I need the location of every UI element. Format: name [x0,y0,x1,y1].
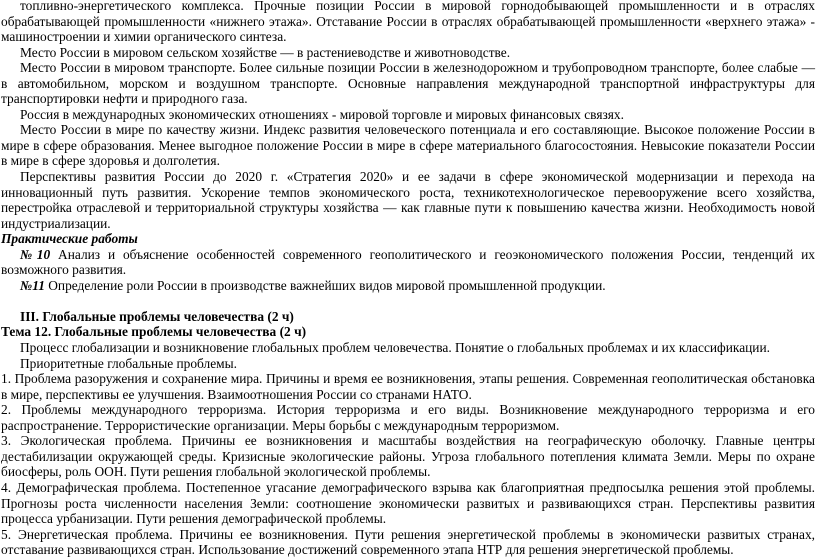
blank-line [1,293,815,309]
topic-intro-priority: Приоритетные глобальные проблемы. [20,355,237,371]
topic-intro-globalization: Процесс глобализации и возникновение глобальных проблем человечества. Понятие о глобальных проблемах и их классификации. [20,340,770,356]
practical-work-10 [1,247,815,278]
problem-item: 4. Демографическая проблема. Постепенное угасание демографического взрыва как благоприятная предпосылка решения этой проблемы. Прогнозы роста численности населения Земли: соотношение экономически развитых и развивающихся стран. Перспективы развития процесса урбанизации. Пути решения демографической проблемы. [1,479,815,527]
paragraph-prospects-2020: Перспективы развития России до 2020 г. «Стратегия 2020» и ее задачи в сфере экономической модернизации и перехода на инновационный путь развития. Ускорение темпов экономического роста, техникотехнологическое перевооружение всего хозяйства, перестройка отраслевой и территориальной структуры хозяйства — как главные пути к повышению качества жизни. Необходимость новой индустриализации. [1,169,815,231]
topic-heading: Тема 12. Глобальные проблемы человечества (2 ч) [1,324,307,340]
problem-item: 1. Проблема разоружения и сохранение мира. Причины и время ее возникновения, этапы решения. Современная геополитическая обстановка в мире, перспективы ее улучшения. Взаимоотношения России со странами НАТО. [1,371,815,402]
practical-work-text: Анализ и объяснение особенностей современного геополитического и геоэкономического положения России, тенденций их возможного развития. [1,246,815,278]
problem-item: 2. Проблемы международного терроризма. История терроризма и его виды. Возникновение международного терроризма и его распространение. Террористические организации. Меры борьбы с международным терроризмом. [1,402,815,433]
section-heading: III. Глобальные проблемы человечества (2 ч) [20,308,294,324]
practical-works-heading: Практические работы [1,231,138,247]
paragraph-agriculture: Место России в мировом сельском хозяйстве — в растениеводстве и животноводстве. [20,44,511,60]
practical-work-number: №10 [20,246,51,262]
problem-item: 5. Энергетическая проблема. Причины ее возникновения. Пути решения энергетической проблемы в экономически развитых странах, отставание развивающихся стран. Использование достижений современного этапа НТР для решения энергетической проблемы. [1,526,815,558]
practical-work-number: №11 [20,277,45,293]
document-page [1,0,815,558]
practical-work-11 [1,278,815,294]
practical-work-text: Определение роли России в производстве важнейших видов мировой промышленной продукции. [44,277,606,293]
paragraph-quality-of-life: Место России в мире по качеству жизни. Индекс развития человеческого потенциала и его составляющие. Высокое положение России в мире в сфере образования. Менее выгодное положение России в мире в сфере материального благосостояния. Невысокие показатели России в мире в сфере здоровья и долголетия. [1,122,815,169]
paragraph-transport: Место России в мировом транспорте. Более сильные позиции России в железнодорожном и трубопроводном транспорте, более слабые — в автомобильном, морском и воздушном транспорте. Основные направления международной транспортной инфраструктуры для транспортировки нефти и природного газа. [1,60,815,107]
problem-item: 3. Экологическая проблема. Причины ее возникновения и масштабы воздействия на географическую оболочку. Главные центры дестабилизации окружающей среды. Кризисные экологические районы. Угроза глобального потепления климата Земли. Меры по охране биосферы, роль ООН. Пути решения глобальной экологической проблемы. [1,433,815,480]
paragraph-fuel-energy: топливно-энергетического комплекса. Прочные позиции России в мировой горнодобывающей промышленности и в отраслях обрабатывающей промышленности «нижнего этажа». Отставание России в отраслях обрабатывающей промышленности «верхнего этажа» - машиностроении и химии органического синтеза. [1,0,815,45]
paragraph-international-relations: Россия в международных экономических отношениях - мировой торговле и мировых финансовых связях. [20,106,624,122]
